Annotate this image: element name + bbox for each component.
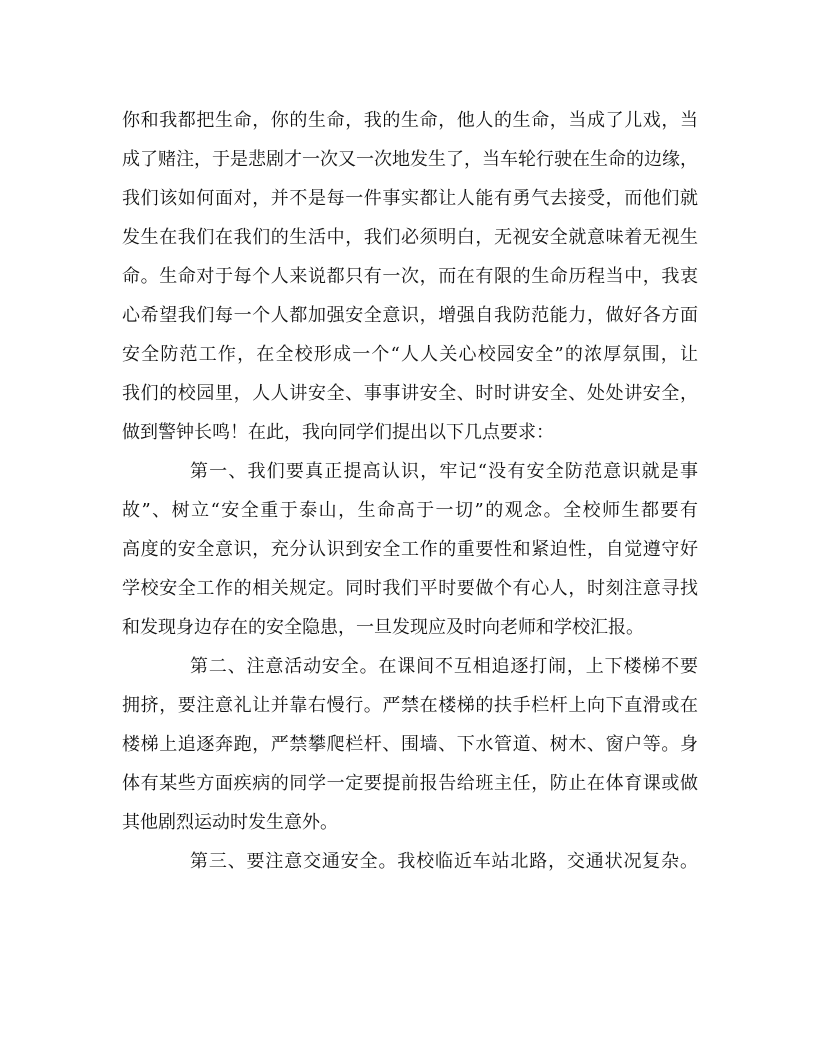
text-line: 命。生命对于每个人来说都只有一次，而在有限的生命历程当中，我衷 — [122, 266, 698, 287]
text-line: 我们的校园里，人人讲安全、事事讲安全、时时讲安全、处处讲安全， — [122, 383, 698, 404]
text-line: 安全防范工作，在全校形成一个“人人关心校园安全”的浓厚氛围，让 — [122, 344, 698, 365]
text-line: 体有某些方面疾病的同学一定要提前报告给班主任，防止在体育课或做 — [122, 773, 698, 794]
text-line: 成了赌注，于是悲剧才一次又一次地发生了，当车轮行驶在生命的边缘， — [122, 149, 698, 170]
text-line: 学校安全工作的相关规定。同时我们平时要做个有心人，时刻注意寻找 — [122, 578, 698, 599]
text-line: 高度的安全意识，充分认识到安全工作的重要性和紧迫性，自觉遵守好 — [122, 539, 698, 560]
text-line: 第一、我们要真正提高认识，牢记“没有安全防范意识就是事 — [190, 461, 698, 482]
text-line: 你和我都把生命，你的生命，我的生命，他人的生命，当成了儿戏，当 — [122, 110, 698, 131]
text-line: 楼梯上追逐奔跑，严禁攀爬栏杆、围墙、下水管道、树木、窗户等。身 — [122, 734, 698, 755]
body-text — [122, 101, 698, 881]
text-line: 第二、注意活动安全。在课间不互相追逐打闹，上下楼梯不要 — [190, 656, 698, 677]
text-line: 和发现身边存在的安全隐患，一旦发现应及时向老师和学校汇报。 — [122, 617, 644, 638]
text-line: 发生在我们在我们的生活中，我们必须明白，无视安全就意味着无视生 — [122, 227, 698, 248]
text-line: 做到警钟长鸣！在此，我向同学们提出以下几点要求： — [122, 422, 554, 443]
text-line: 故”、树立“安全重于泰山，生命高于一切”的观念。全校师生都要有 — [122, 500, 698, 521]
text-line: 心希望我们每一个人都加强安全意识，增强自我防范能力，做好各方面 — [122, 305, 698, 326]
text-line: 拥挤，要注意礼让并靠右慢行。严禁在楼梯的扶手栏杆上向下直滑或在 — [122, 695, 698, 716]
text-line: 第三、要注意交通安全。我校临近车站北路，交通状况复杂。 — [190, 851, 698, 872]
text-line: 其他剧烈运动时发生意外。 — [122, 812, 338, 833]
text-line: 我们该如何面对，并不是每一件事实都让人能有勇气去接受，而他们就 — [122, 188, 698, 209]
